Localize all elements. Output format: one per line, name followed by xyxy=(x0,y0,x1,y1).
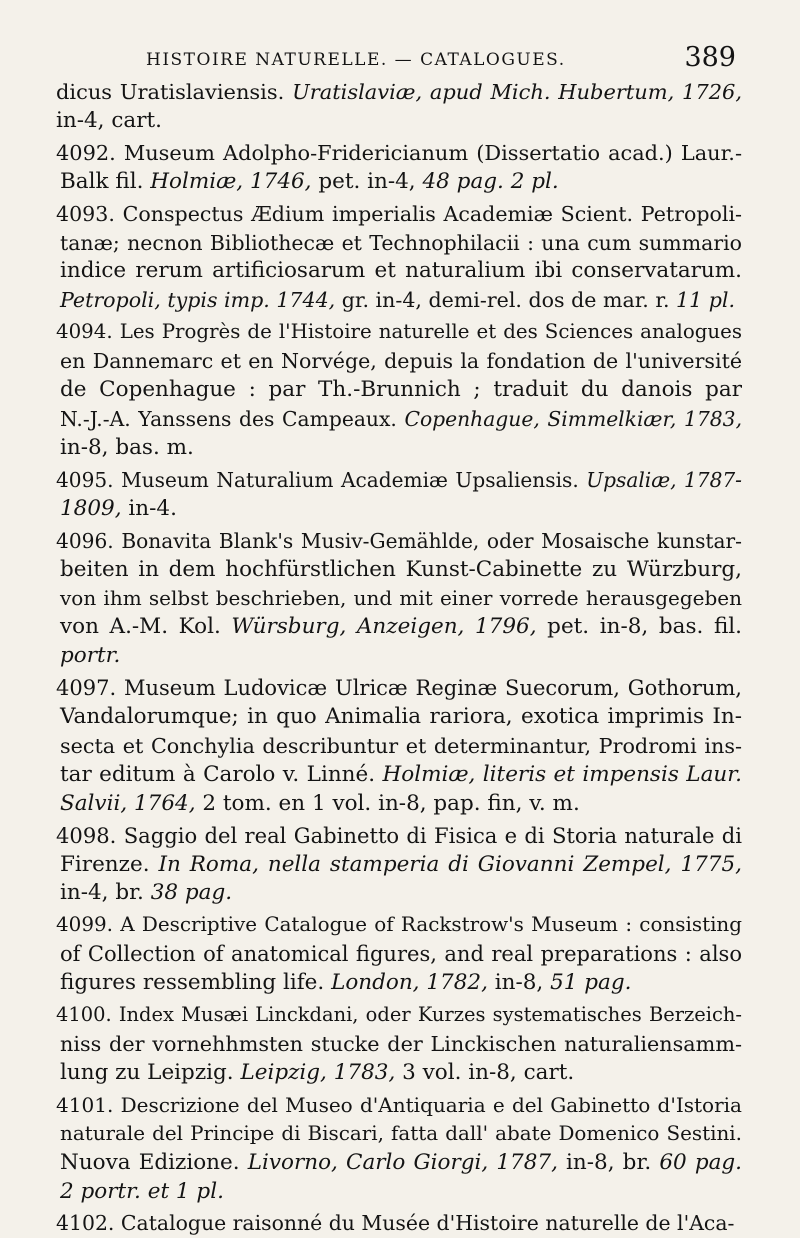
catalogue-entries xyxy=(56,78,742,1238)
entry-line xyxy=(56,674,742,703)
entry-line xyxy=(56,527,742,556)
entry-text: gr. in-4, demi-rel. dos de mar. r. xyxy=(335,288,677,313)
entry-text: beiten in dem hochfürstlichen Kunst-Cabinette zu Würzburg, xyxy=(60,556,742,582)
entry-text: Descrizione del Museo d'Antiquaria e del Gabinetto d'Istoria xyxy=(120,1092,742,1117)
entry-line xyxy=(56,286,742,315)
italic-text: London, 1782, xyxy=(331,970,488,996)
entry-text: tanæ; necnon Bibliothecæ et Technophilacii : una cum summario xyxy=(60,230,742,255)
entry-text: in-4, br. xyxy=(60,880,151,906)
entry-text: 2 tom. en 1 vol. in-8, pap. fin, v. m. xyxy=(195,790,580,816)
entry-line xyxy=(56,495,742,524)
entry-line xyxy=(56,1030,742,1059)
italic-text: Upsaliæ, 1787- xyxy=(586,467,742,492)
entry-line xyxy=(56,1001,742,1030)
running-header xyxy=(56,38,742,78)
entry-text: Vandalorumque; in quo Animalia rariora, exotica imprimis In- xyxy=(60,704,742,730)
italic-text: Uratislaviæ, apud Mich. Hubertum, 1726, xyxy=(292,80,742,104)
entry-line xyxy=(56,613,742,642)
entry-line xyxy=(56,376,742,405)
entry-text: in-8, br. xyxy=(557,1149,660,1175)
entry-number: 4102. xyxy=(56,1211,115,1236)
entry-text: A Descriptive Catalogue of Rackstrow's Museum : consisting xyxy=(120,913,742,937)
entry-line xyxy=(56,911,742,940)
entry-number: 4092. xyxy=(56,140,116,165)
entry-number: 4093. xyxy=(56,201,115,226)
entry-line xyxy=(56,1120,742,1149)
entry-text: von ihm selbst beschrieben, und mit einer vorrede herausgegeben xyxy=(60,586,742,611)
entry-text: pet. in-4, xyxy=(311,168,423,194)
entry-text: niss der vornehhmsten stucke der Linckischen naturaliensamm- xyxy=(60,1032,742,1056)
entry-text: N.-J.-A. Yanssens des Campeaux. xyxy=(60,406,405,431)
entry-line xyxy=(56,1059,742,1088)
entry-line xyxy=(56,1149,742,1178)
catalogue-entry xyxy=(56,822,742,909)
entry-text: Balk fil. xyxy=(60,168,151,194)
entry-line xyxy=(56,78,742,107)
italic-text: 1809, xyxy=(60,495,122,521)
entry-number: 4096. xyxy=(56,528,114,553)
entry-text: Firenze. xyxy=(60,851,159,877)
entry-line xyxy=(56,584,742,613)
catalogue-entry xyxy=(56,466,742,524)
entry-line xyxy=(56,822,742,851)
italic-text: Livorno, Carlo Giorgi, 1787, xyxy=(247,1149,558,1175)
entry-text: secta et Conchylia describuntur et determinantur, Prodromi ins- xyxy=(60,733,742,758)
entry-line xyxy=(56,405,742,434)
entry-text: Museum Ludovicæ Ulricæ Reginæ Suecorum, Gothorum, xyxy=(123,675,742,701)
entry-text: Catalogue raisonné du Musée d'Histoire naturelle de l'Aca- xyxy=(120,1211,735,1236)
italic-text: 60 pag. xyxy=(659,1149,742,1175)
italic-text: 51 pag. xyxy=(550,970,632,996)
entry-text: 3 vol. in-8, cart. xyxy=(395,1059,575,1085)
entry-text: pet. in-8, bas. fil. xyxy=(536,614,742,640)
entry-text: Museum Adolpho-Fridericianum (Dissertatio acad.) Laur.- xyxy=(123,140,742,165)
italic-text: Leipzig, 1783, xyxy=(240,1059,396,1085)
entry-text: indice rerum artificiosarum et naturalium ibi conservatarum. xyxy=(60,258,742,284)
entry-text: in-8, xyxy=(487,970,551,996)
entry-text: in-4, cart. xyxy=(56,107,162,133)
entry-text: Saggio del real Gabinetto di Fisica e di Storia naturale di xyxy=(123,822,742,848)
entry-text: in-8, bas. m. xyxy=(60,434,194,460)
entry-line xyxy=(56,257,742,286)
entry-text: lung zu Leipzig. xyxy=(60,1059,241,1085)
entry-text: dicus Uratislaviensis. xyxy=(56,80,293,104)
entry-line xyxy=(56,790,742,819)
running-head-title: HISTOIRE NATURELLE. — CATALOGUES. xyxy=(146,50,566,70)
entry-line xyxy=(56,1091,742,1120)
entry-text: in-4. xyxy=(121,495,177,521)
italic-text: Salvii, 1764, xyxy=(60,790,196,816)
entry-line xyxy=(56,229,742,258)
italic-text: Würsburg, Anzeigen, 1796, xyxy=(231,614,537,640)
entry-text: Museum Naturalium Academiæ Upsaliensis. xyxy=(121,467,587,492)
entry-line xyxy=(56,732,742,761)
entry-text: of Collection of anatomical figures, and real preparations : also xyxy=(60,941,742,967)
entry-text: von A.-M. Kol. xyxy=(60,614,232,640)
entry-text: en Dannemarc et en Norvége, depuis la fondation de l'université xyxy=(60,349,742,374)
entry-line xyxy=(56,318,742,347)
entry-line xyxy=(56,969,742,998)
catalogue-entry xyxy=(56,911,742,998)
entry-text: Les Progrès de l'Histoire naturelle et des Sciences analogues xyxy=(119,320,742,344)
entry-number: 4095. xyxy=(56,467,114,492)
italic-text: 48 pag. 2 pl. xyxy=(422,168,559,194)
catalogue-entry xyxy=(56,139,742,197)
italic-text: Holmiæ, literis et impensis Laur. xyxy=(382,761,742,787)
entry-line xyxy=(56,642,742,671)
entry-line xyxy=(56,200,742,229)
entry-line xyxy=(56,1209,742,1238)
entry-line xyxy=(56,1178,742,1207)
entry-text: Nuova Edizione. xyxy=(60,1149,248,1175)
italic-text: portr. xyxy=(60,643,121,669)
entry-line xyxy=(56,466,742,495)
entry-number: 4100. xyxy=(56,1003,112,1027)
entry-number: 4099. xyxy=(56,913,113,937)
entry-text: Bonavita Blank's Musiv-Gemählde, oder Mosaische kunstar- xyxy=(121,528,742,553)
italic-text: 2 portr. et 1 pl. xyxy=(60,1178,224,1204)
catalogue-entry xyxy=(56,1209,742,1238)
italic-text: Copenhague, Simmelkiær, 1783, xyxy=(404,406,742,431)
entry-text: Index Musæi Linckdani, oder Kurzes systematisches Berzeich- xyxy=(118,1003,742,1027)
catalogue-entry xyxy=(56,527,742,672)
italic-text: 38 pag. xyxy=(150,880,233,906)
italic-text: In Roma, nella stamperia di Giovanni Zempel, 1775, xyxy=(158,851,742,877)
italic-text: 11 pl. xyxy=(676,288,736,313)
entry-text: naturale del Principe di Biscari, fatta dall' abate Domenico Sestini. xyxy=(60,1121,742,1145)
entry-line xyxy=(56,139,742,168)
entry-line xyxy=(56,347,742,376)
entry-text: Conspectus Ædium imperialis Academiæ Scient. Petropoli- xyxy=(122,201,742,226)
entry-number: 4097. xyxy=(56,675,117,701)
entry-line xyxy=(56,879,742,908)
entry-number: 4094. xyxy=(56,320,113,344)
catalogue-entry xyxy=(56,1001,742,1088)
catalogue-entry xyxy=(56,318,742,463)
italic-text: Holmiæ, 1746, xyxy=(150,168,312,194)
entry-line xyxy=(56,556,742,585)
italic-text: Petropoli, typis imp. 1744, xyxy=(60,288,336,313)
catalogue-entry xyxy=(56,674,742,819)
entry-line xyxy=(56,168,742,197)
entry-line xyxy=(56,107,742,136)
entry-number: 4098. xyxy=(56,822,117,848)
entry-text: figures ressembling life. xyxy=(60,970,332,996)
entry-line xyxy=(56,703,742,732)
entry-line xyxy=(56,851,742,880)
entry-number: 4101. xyxy=(56,1092,114,1117)
catalogue-entry xyxy=(56,78,742,136)
entry-line xyxy=(56,434,742,463)
entry-text: de Copenhague : par Th.-Brunnich ; traduit du danois par xyxy=(60,377,742,403)
catalogue-entry xyxy=(56,1091,742,1207)
entry-line xyxy=(56,761,742,790)
entry-line xyxy=(56,940,742,969)
page-number: 389 xyxy=(684,42,736,73)
catalogue-entry xyxy=(56,200,742,316)
entry-text: tar editum à Carolo v. Linné. xyxy=(60,761,383,787)
